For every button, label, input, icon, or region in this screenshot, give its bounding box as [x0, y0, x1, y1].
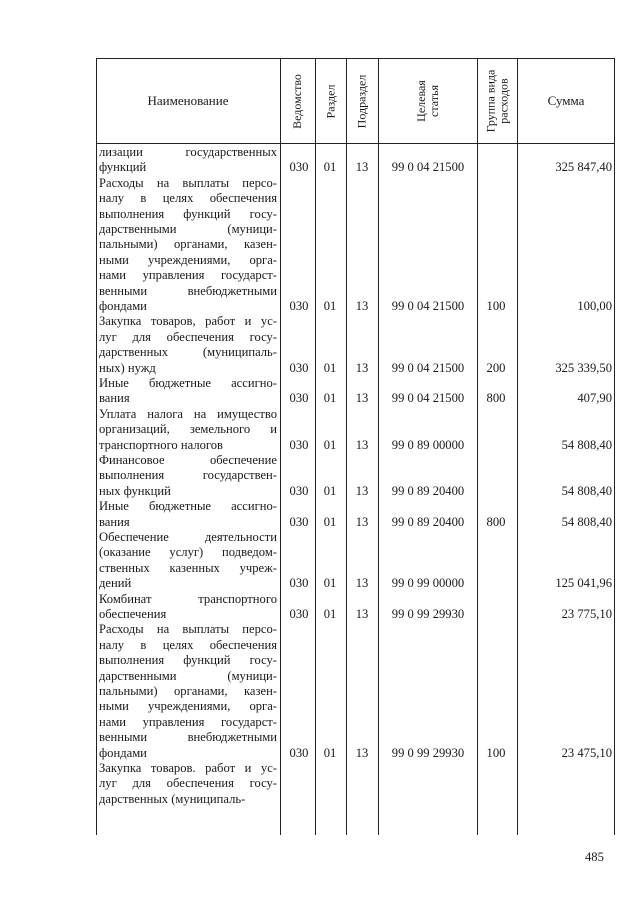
celevaya-cell: 99 0 89 00000 [391, 437, 465, 452]
razdel-cell: 01 [323, 437, 337, 452]
summa-cell: 325 339,50 [555, 360, 612, 375]
header-gruppa-line2: расходов [496, 78, 510, 124]
vedomstvo-cell: 030 [289, 360, 309, 375]
row-name-line: дарственных (муниципаль- [99, 345, 277, 360]
header-summa [517, 58, 615, 144]
header-name-label: Наименование [147, 93, 229, 108]
header-gruppa-label [484, 70, 510, 133]
vedomstvo-cell: 030 [289, 299, 309, 313]
header-celevaya-line1: Целевая [413, 80, 428, 122]
row-name-line: ных) нужд [99, 360, 156, 375]
vedomstvo-cell: 030 [289, 160, 309, 175]
podrazdel-cell: 13 [355, 160, 369, 175]
celevaya-cell: 99 0 99 29930 [391, 607, 465, 621]
row-name-line: выполнения функций госу- [99, 206, 277, 221]
razdel-cell: 01 [323, 391, 337, 406]
row-name-line: Иные бюджетные ассигно- [99, 376, 277, 390]
row-name-line: луг для обеспечения госу- [99, 329, 277, 344]
row-name-line: дарственных (муниципаль- [99, 791, 246, 806]
summa-cell: 54 808,40 [561, 437, 612, 452]
row-name-line: венными внебюджетными [99, 283, 277, 298]
row-name-line: Обеспечение деятельности [99, 530, 277, 544]
row-name-line: вания [99, 391, 130, 406]
column-divider [477, 58, 478, 835]
podrazdel-cell: 13 [355, 514, 369, 529]
summa-cell: 23 475,10 [561, 745, 612, 760]
row-name-line: фондами [99, 745, 147, 760]
podrazdel-cell: 13 [355, 483, 369, 498]
podrazdel-cell: 13 [355, 360, 369, 375]
row-name-line: дарственными (муници- [99, 668, 277, 683]
podrazdel-cell: 13 [355, 437, 369, 452]
row-name-line: пальными) органами, казен- [99, 684, 277, 698]
row-name-line: венными внебюджетными [99, 730, 277, 745]
razdel-cell: 01 [323, 299, 337, 313]
row-name-line: выполнения государствен- [99, 468, 277, 483]
row-name-line: Закупка товаров, работ и ус- [99, 314, 277, 329]
celevaya-cell: 99 0 89 20400 [391, 514, 465, 529]
summa-cell: 125 041,96 [555, 576, 612, 591]
row-name-line: луг для обеспечения госу- [99, 776, 277, 791]
row-name-line: налу в целях обеспечения [99, 191, 277, 206]
summa-cell: 23 775,10 [561, 607, 612, 621]
row-name-line: дений [99, 576, 132, 591]
column-divider [280, 58, 281, 835]
header-summa-label: Сумма [547, 93, 585, 108]
header-podrazdel [346, 58, 378, 144]
header-razdel-label: Раздел [323, 84, 338, 118]
row-name-line: нами управления государст- [99, 714, 277, 729]
row-name-line: Закупка товаров. работ и ус- [99, 761, 277, 775]
row-name-line: ных функций [99, 483, 171, 498]
row-name-line: ными учреждениями, орга- [99, 252, 277, 267]
header-celevaya-label [414, 80, 440, 122]
column-divider [378, 58, 379, 835]
vedomstvo-cell: 030 [289, 745, 309, 760]
celevaya-cell: 99 0 99 00000 [391, 576, 465, 591]
row-name-line: организаций, земельного и [99, 422, 277, 437]
row-name-line: дарственными (муници- [99, 222, 277, 236]
vedomstvo-cell: 030 [289, 607, 309, 621]
celevaya-cell: 99 0 99 29930 [391, 745, 465, 760]
vedomstvo-cell: 030 [289, 483, 309, 498]
celevaya-cell: 99 0 04 21500 [391, 360, 465, 375]
header-vedomstvo-label: Ведомство [290, 73, 305, 129]
row-name-line: пальными) органами, казен- [99, 237, 277, 252]
row-name-line: ственных казенных учреж- [99, 560, 277, 575]
row-name-line: нами управления государст- [99, 268, 277, 283]
row-name-line: транспортного налогов [99, 437, 223, 452]
row-name-line: вания [99, 514, 130, 529]
row-name-line: Расходы на выплаты персо- [99, 175, 277, 190]
row-name-line: фондами [99, 299, 147, 313]
page-number: 485 [585, 850, 604, 864]
summa-cell: 54 808,40 [561, 514, 612, 529]
podrazdel-cell: 13 [355, 607, 369, 621]
vedomstvo-cell: 030 [289, 391, 309, 406]
gruppa-cell: 800 [486, 514, 506, 529]
vedomstvo-cell: 030 [289, 514, 309, 529]
celevaya-cell: 99 0 04 21500 [391, 299, 465, 313]
column-divider [315, 58, 316, 835]
row-name-line: функций [99, 160, 147, 175]
header-celevaya-line2: статья [426, 85, 441, 117]
celevaya-cell: 99 0 89 20400 [391, 483, 465, 498]
summa-cell: 54 808,40 [561, 483, 612, 498]
summa-cell: 100,00 [577, 299, 612, 313]
row-name-line: (оказание услуг) подведом- [99, 545, 277, 560]
celevaya-cell: 99 0 04 21500 [391, 391, 465, 406]
row-name-line: Комбинат транспортного [99, 591, 277, 606]
razdel-cell: 01 [323, 576, 337, 591]
summa-cell: 407,90 [577, 391, 612, 406]
header-gruppa-line1: Группа вида [483, 69, 497, 133]
header-razdel [315, 58, 346, 144]
row-name-line: Расходы на выплаты персо- [99, 622, 277, 637]
table-left-border [96, 58, 97, 835]
razdel-cell: 01 [323, 514, 337, 529]
podrazdel-cell: 13 [355, 745, 369, 760]
razdel-cell: 01 [323, 483, 337, 498]
podrazdel-cell: 13 [355, 391, 369, 406]
row-name-line: лизации государственных [99, 145, 277, 159]
summa-cell: 325 847,40 [555, 160, 612, 175]
gruppa-cell: 100 [486, 745, 506, 760]
gruppa-cell: 100 [486, 299, 506, 313]
header-celevaya [378, 58, 477, 144]
row-name-line: Иные бюджетные ассигно- [99, 499, 277, 514]
razdel-cell: 01 [323, 745, 337, 760]
column-divider [346, 58, 347, 835]
podrazdel-cell: 13 [355, 299, 369, 313]
table-right-border [614, 58, 615, 835]
header-vedomstvo [280, 58, 315, 144]
gruppa-cell: 800 [486, 391, 506, 406]
vedomstvo-cell: 030 [289, 576, 309, 591]
row-name-line: Финансовое обеспечение [99, 453, 277, 467]
vedomstvo-cell: 030 [289, 437, 309, 452]
row-name-line: обеспечения [99, 607, 167, 621]
row-name-line: ными учреждениями, орга- [99, 699, 277, 714]
row-name-line: Уплата налога на имущество [99, 406, 277, 421]
podrazdel-cell: 13 [355, 576, 369, 591]
razdel-cell: 01 [323, 160, 337, 175]
gruppa-cell: 200 [486, 360, 506, 375]
header-name [96, 58, 280, 144]
row-name-line: выполнения функций госу- [99, 653, 277, 668]
razdel-cell: 01 [323, 360, 337, 375]
razdel-cell: 01 [323, 607, 337, 621]
header-gruppa [477, 58, 517, 144]
row-name-line: налу в целях обеспечения [99, 637, 277, 652]
header-podrazdel-label: Подраздел [354, 74, 369, 128]
celevaya-cell: 99 0 04 21500 [391, 160, 465, 175]
